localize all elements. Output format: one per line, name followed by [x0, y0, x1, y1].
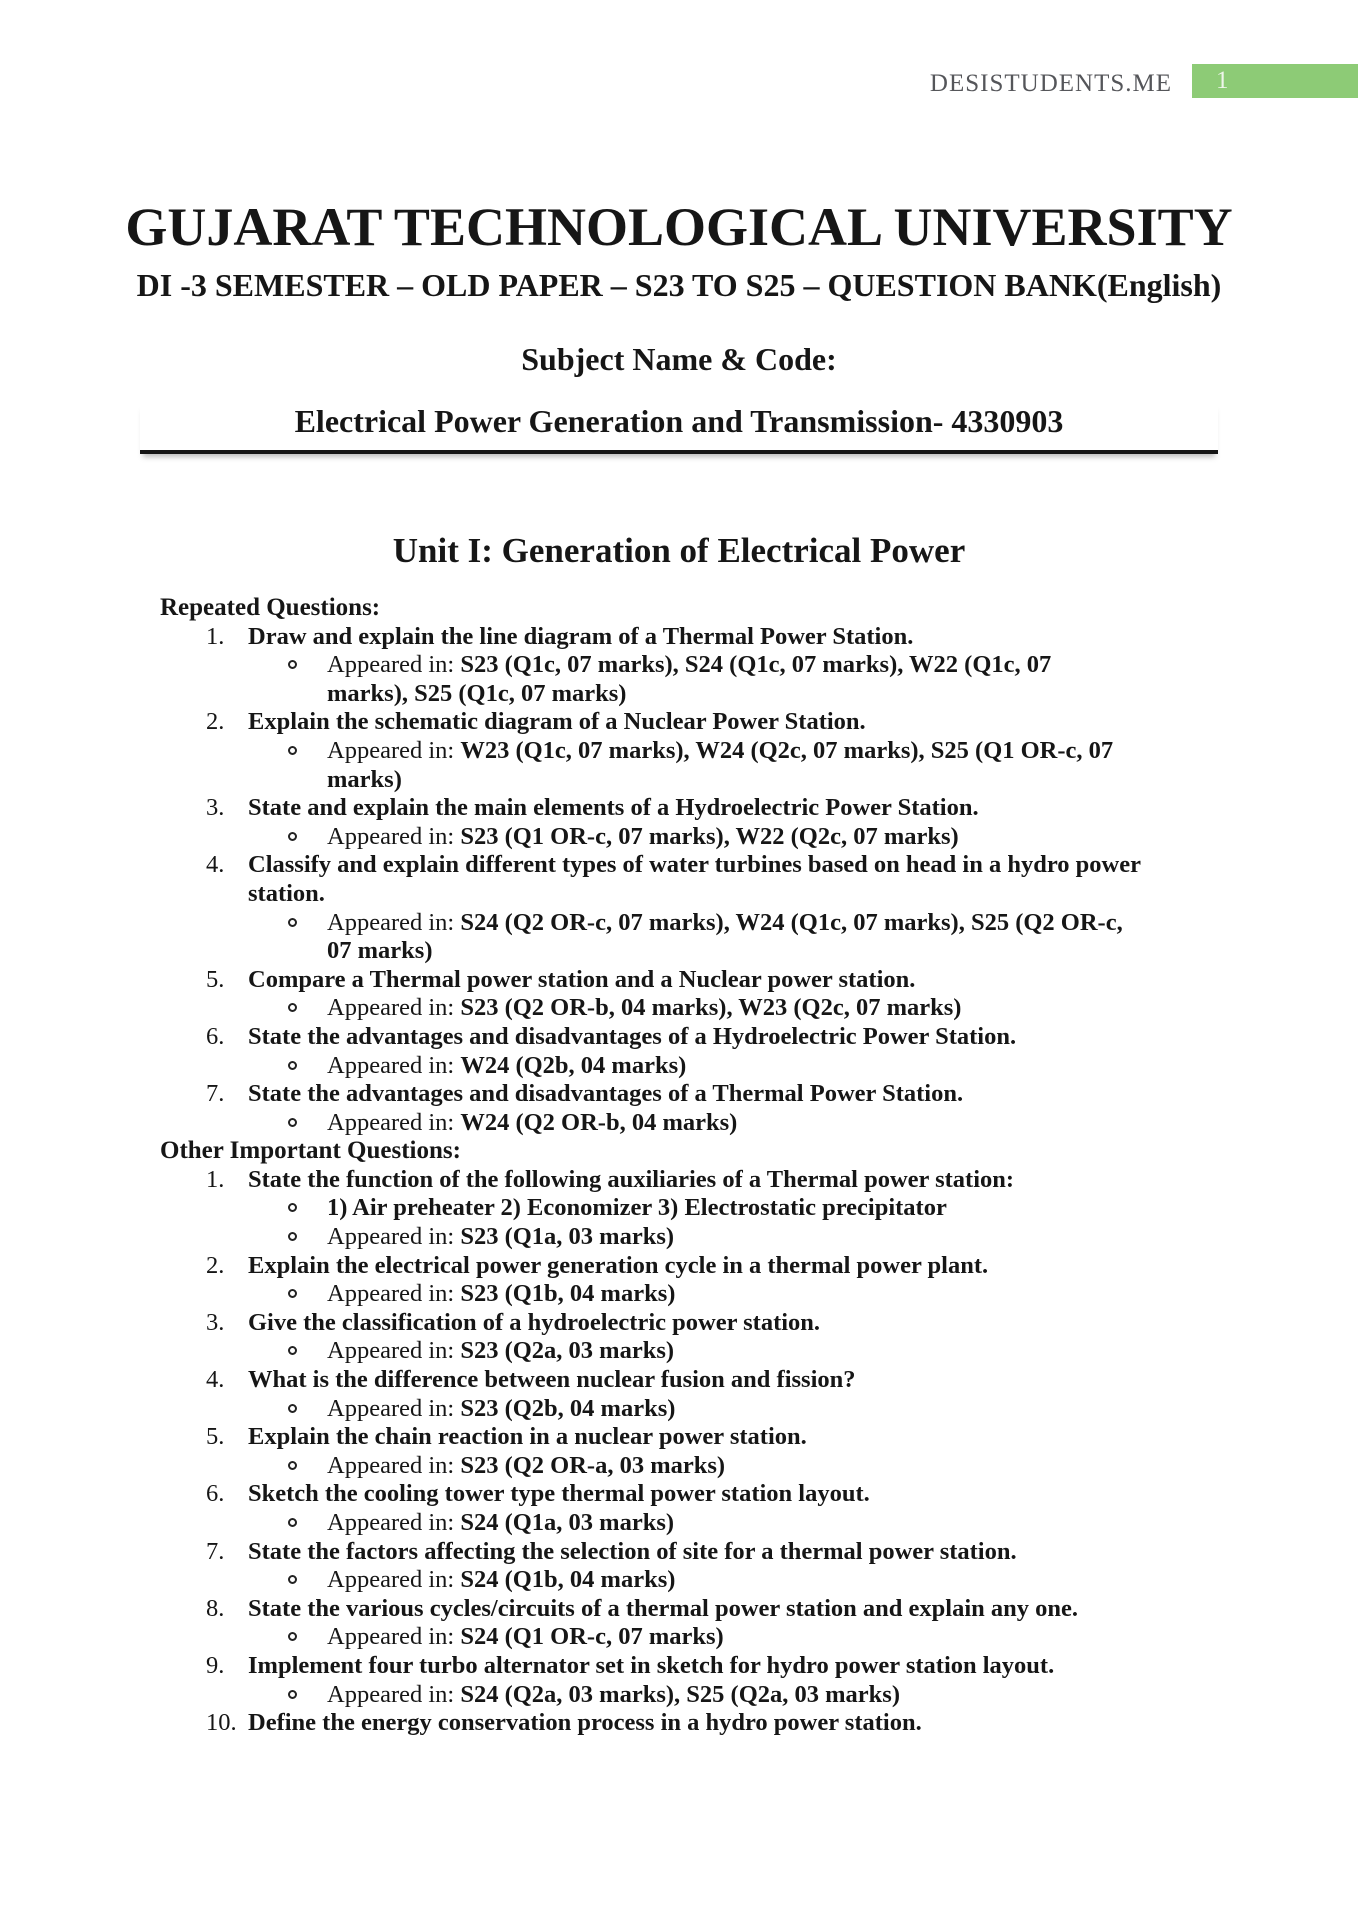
question-row	[160, 1538, 1208, 1567]
appeared-prefix: Appeared in:	[327, 1051, 461, 1079]
document-subtitle: DI -3 SEMESTER – OLD PAPER – S23 TO S25 – QUESTION BANK(English)	[136, 267, 1222, 303]
question-row	[160, 1595, 1208, 1624]
appeared-text	[327, 1623, 724, 1652]
appeared-bullet-row	[160, 823, 1208, 852]
appeared-detail: S23 (Q1 OR-c, 07 marks), W22 (Q2c, 07 marks)	[460, 822, 959, 850]
appeared-bullet-row	[160, 1052, 1208, 1081]
circle-bullet-icon	[288, 918, 297, 927]
appeared-prefix: Appeared in:	[327, 1394, 461, 1422]
appeared-prefix: Appeared in:	[327, 908, 461, 936]
appeared-detail: S24 (Q1 OR-c, 07 marks)	[460, 1623, 724, 1651]
question-text: Compare a Thermal power station and a Nuclear power station.	[248, 965, 916, 993]
question-text: Implement four turbo alternator set in sketch for hydro power station layout.	[248, 1651, 1055, 1679]
appeared-text	[327, 1109, 737, 1138]
question-text: Define the energy conservation process in a hydro power station.	[248, 1709, 922, 1737]
question-number: 7.	[206, 1080, 225, 1108]
circle-bullet-icon	[288, 1575, 297, 1584]
unit-title: Unit I: Generation of Electrical Power	[392, 531, 966, 570]
appeared-bullet-row	[160, 1623, 1208, 1652]
section-heading: Other Important Questions:	[160, 1137, 461, 1165]
appeared-bullet-row	[160, 737, 1208, 794]
appeared-bullet-row	[160, 1194, 1208, 1223]
question-number: 5.	[206, 1423, 225, 1451]
appeared-text	[327, 1280, 675, 1309]
question-row	[160, 1080, 1208, 1109]
appeared-detail: S23 (Q2 OR-a, 03 marks)	[460, 1451, 726, 1479]
appeared-prefix: Appeared in:	[327, 1451, 461, 1479]
appeared-detail: S23 (Q2a, 03 marks)	[460, 1337, 675, 1365]
appeared-bullet-row	[160, 1566, 1208, 1595]
question-number: 7.	[206, 1537, 225, 1565]
appeared-detail: S24 (Q1b, 04 marks)	[460, 1566, 676, 1594]
question-row	[160, 1023, 1208, 1052]
appeared-detail: S23 (Q2b, 04 marks)	[460, 1394, 676, 1422]
appeared-bullet-row	[160, 1509, 1208, 1538]
appeared-text	[327, 737, 1127, 794]
appeared-detail: S24 (Q1a, 03 marks)	[460, 1509, 675, 1536]
subject-name: Electrical Power Generation and Transmission- 4330903	[294, 403, 1064, 439]
appeared-detail: W24 (Q2b, 04 marks)	[460, 1051, 687, 1079]
question-row	[160, 1423, 1208, 1452]
appeared-text	[327, 994, 961, 1023]
appeared-detail: 1) Air preheater 2) Economizer 3) Electrostatic precipitator	[327, 1194, 947, 1222]
appeared-prefix: Appeared in:	[327, 1223, 461, 1251]
circle-bullet-icon	[288, 1232, 297, 1241]
question-text: State and explain the main elements of a Hydroelectric Power Station.	[248, 794, 979, 822]
appeared-text	[327, 1452, 725, 1481]
appeared-text	[327, 823, 959, 852]
question-number: 2.	[206, 708, 225, 736]
question-number: 6.	[206, 1480, 225, 1508]
question-number: 8.	[206, 1594, 225, 1622]
question-row	[160, 1309, 1208, 1338]
page-number-badge	[1192, 64, 1358, 98]
question-text: Sketch the cooling tower type thermal power station layout.	[248, 1480, 870, 1508]
appeared-bullet-row	[160, 1337, 1208, 1366]
question-row	[160, 1166, 1208, 1195]
appeared-text	[327, 1681, 900, 1710]
appeared-prefix: Appeared in:	[327, 1680, 461, 1708]
appeared-text	[327, 1509, 674, 1538]
appeared-bullet-row	[160, 1452, 1208, 1481]
question-text: Classify and explain different types of water turbines based on head in a hydro power station.	[248, 851, 1141, 907]
circle-bullet-icon	[288, 1118, 297, 1127]
appeared-detail: S23 (Q1a, 03 marks)	[460, 1223, 675, 1251]
question-text: Explain the electrical power generation cycle in a thermal power plant.	[248, 1251, 989, 1279]
question-section	[160, 594, 1208, 1137]
appeared-detail: S23 (Q1c, 07 marks), S24 (Q1c, 07 marks), W22 (Q1c, 07 marks), S25 (Q1c, 07 marks)	[327, 651, 1052, 707]
circle-bullet-icon	[288, 1061, 297, 1070]
subject-rule-block	[140, 402, 1218, 454]
appeared-prefix: Appeared in:	[327, 651, 461, 679]
appeared-text	[327, 651, 1127, 708]
question-number: 4.	[206, 851, 225, 879]
site-watermark: DESISTUDENTS.ME	[929, 70, 1172, 97]
question-number: 5.	[206, 965, 225, 993]
appeared-detail: S24 (Q2 OR-c, 07 marks), W24 (Q1c, 07 marks), S25 (Q2 OR-c, 07 marks)	[327, 908, 1123, 965]
circle-bullet-icon	[288, 832, 297, 841]
appeared-text	[327, 1566, 675, 1595]
appeared-bullet-row	[160, 1280, 1208, 1309]
appeared-prefix: Appeared in:	[327, 1623, 461, 1651]
question-text: State the advantages and disadvantages of a Thermal Power Station.	[248, 1080, 964, 1108]
question-text: State the various cycles/circuits of a thermal power station and explain any one.	[248, 1594, 1079, 1622]
appeared-bullet-row	[160, 909, 1208, 966]
circle-bullet-icon	[288, 1690, 297, 1699]
question-number: 9.	[206, 1651, 225, 1679]
circle-bullet-icon	[288, 1003, 297, 1012]
circle-bullet-icon	[288, 746, 297, 755]
appeared-text	[327, 1052, 686, 1081]
appeared-text	[327, 1395, 675, 1424]
question-number: 1.	[206, 1165, 225, 1193]
question-row	[160, 1652, 1208, 1681]
question-row	[160, 794, 1208, 823]
circle-bullet-icon	[288, 660, 297, 669]
question-row	[160, 623, 1208, 652]
question-text: Explain the chain reaction in a nuclear power station.	[248, 1423, 807, 1451]
section-heading: Repeated Questions:	[160, 594, 381, 621]
question-sections	[160, 594, 1208, 1738]
question-text: State the function of the following auxiliaries of a Thermal power station:	[248, 1165, 1015, 1193]
circle-bullet-icon	[288, 1404, 297, 1413]
question-text: What is the difference between nuclear fusion and fission?	[248, 1366, 856, 1394]
appeared-detail: W23 (Q1c, 07 marks), W24 (Q2c, 07 marks), S25 (Q1 OR-c, 07 marks)	[327, 736, 1114, 793]
appeared-prefix: Appeared in:	[327, 1280, 461, 1308]
appeared-prefix: Appeared in:	[327, 1108, 461, 1136]
circle-bullet-icon	[288, 1289, 297, 1298]
appeared-prefix: Appeared in:	[327, 1509, 461, 1536]
appeared-detail: W24 (Q2 OR-b, 04 marks)	[460, 1108, 738, 1136]
question-row	[160, 851, 1208, 908]
appeared-bullet-row	[160, 651, 1208, 708]
appeared-detail: S23 (Q1b, 04 marks)	[460, 1280, 676, 1308]
question-text: Draw and explain the line diagram of a Thermal Power Station.	[248, 622, 914, 650]
question-text: Give the classification of a hydroelectric power station.	[248, 1308, 821, 1336]
appeared-prefix: Appeared in:	[327, 736, 461, 764]
question-number: 1.	[206, 622, 225, 650]
appeared-bullet-row	[160, 1223, 1208, 1252]
appeared-prefix: Appeared in:	[327, 1337, 461, 1365]
appeared-text	[327, 1223, 674, 1252]
appeared-text	[327, 1337, 674, 1366]
question-row	[160, 1366, 1208, 1395]
question-number: 3.	[206, 794, 225, 822]
appeared-bullet-row	[160, 994, 1208, 1023]
question-row	[160, 1252, 1208, 1281]
circle-bullet-icon	[288, 1461, 297, 1470]
question-row	[160, 1709, 1208, 1738]
appeared-bullet-row	[160, 1109, 1208, 1138]
appeared-text	[327, 909, 1127, 966]
subject-label: Subject Name & Code:	[521, 341, 837, 377]
question-text: State the advantages and disadvantages of a Hydroelectric Power Station.	[248, 1022, 1017, 1050]
question-text: Explain the schematic diagram of a Nuclear Power Station.	[248, 708, 866, 736]
question-number: 10.	[206, 1709, 237, 1737]
circle-bullet-icon	[288, 1203, 297, 1212]
circle-bullet-icon	[288, 1346, 297, 1355]
question-row	[160, 1480, 1208, 1509]
question-row	[160, 708, 1208, 737]
appeared-text	[327, 1194, 947, 1223]
page-number: 1	[1216, 67, 1229, 94]
appeared-prefix: Appeared in:	[327, 822, 461, 850]
appeared-bullet-row	[160, 1395, 1208, 1424]
question-text: State the factors affecting the selection of site for a thermal power station.	[248, 1537, 1017, 1565]
question-number: 6.	[206, 1022, 225, 1050]
appeared-prefix: Appeared in:	[327, 1566, 461, 1594]
question-number: 2.	[206, 1251, 225, 1279]
question-number: 3.	[206, 1308, 225, 1336]
appeared-prefix: Appeared in:	[327, 994, 461, 1022]
appeared-bullet-row	[160, 1681, 1208, 1710]
document-title: GUJARAT TECHNOLOGICAL UNIVERSITY	[125, 197, 1233, 257]
circle-bullet-icon	[288, 1632, 297, 1641]
circle-bullet-icon	[288, 1518, 297, 1527]
appeared-detail: S24 (Q2a, 03 marks), S25 (Q2a, 03 marks)	[460, 1680, 900, 1708]
question-section	[160, 1137, 1208, 1737]
question-number: 4.	[206, 1366, 225, 1394]
question-row	[160, 966, 1208, 995]
appeared-detail: S23 (Q2 OR-b, 04 marks), W23 (Q2c, 07 marks)	[460, 994, 962, 1022]
